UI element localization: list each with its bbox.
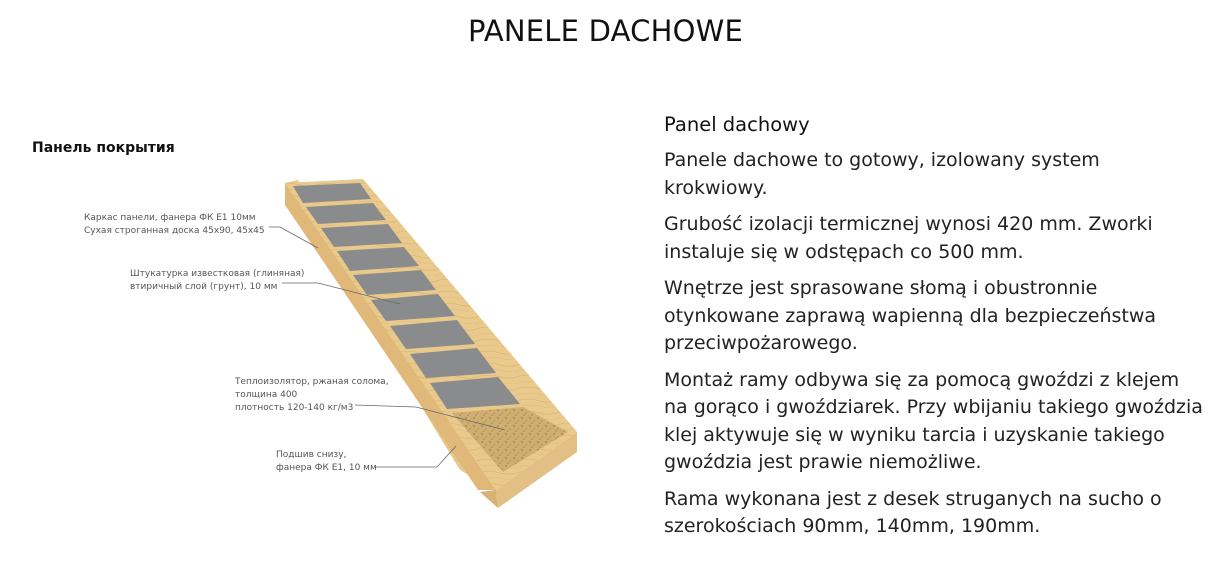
paragraph: Wnętrze jest sprasowane słomą i obustronnie otynkowane zaprawą wapienną dla bezpieczeństwa przeciwpożarowego. [664,277,1157,354]
roof-panel-illustration [0,130,640,569]
label-insulation: Теплоизолятор, ржаная солома, толщина 400 плотность 120-140 кг/м3 [235,377,389,413]
section-heading: Panel dachowy [664,113,810,136]
label-lining: Подшив снизу, фанера ФК Е1, 10 мм [276,450,377,473]
paragraph: Panele dachowe to gotowy, izolowany system krokwiowy. [664,149,1100,199]
paragraph: Montaż ramy odbywa się za pomocą gwoździ z klejem na gorąco i gwoździarek. Przy wbijaniu takiego gwoździa klej aktywuje się w wyniku tarcia i uzyskanie takiego gwoździa jest prawie niemożliwe. [664,368,1203,473]
description-column [664,112,1204,550]
page-title: PANELE DACHOWE [467,14,743,48]
roof-panel-figure [0,130,640,569]
label-frame: Каркас панели, фанера ФК Е1 10мм Сухая строганная доска 45х90, 45х45 [84,213,265,236]
figure-title: Панель покрытия [32,140,175,156]
paragraph: Grubość izolacji termicznej wynosi 420 mm. Zworki instaluje się w odstępach co 500 mm. [664,213,1153,263]
paragraph: Rama wykonana jest z desek struganych na sucho o szerokościach 90mm, 140mm, 190mm. [664,487,1162,537]
label-plaster: Штукатурка известковая (глиняная) втиричный слой (грунт), 10 мм [130,269,305,292]
